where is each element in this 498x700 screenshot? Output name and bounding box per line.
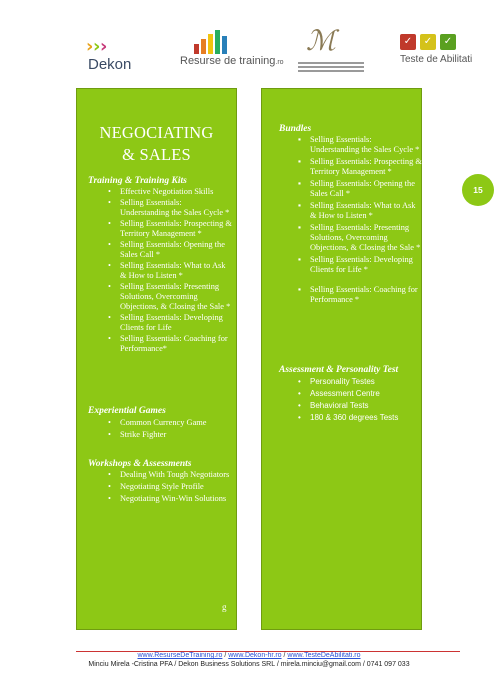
section-heading-assessment: Assessment & Personality Test — [279, 365, 399, 375]
list-item: ▪ Selling Essentials: What to Ask & How to Listen * — [310, 201, 422, 221]
list-item: • Strike Fighter — [120, 430, 232, 440]
check-icon: ✓ — [420, 34, 436, 50]
list-item: ▪ Selling Essentials: Understanding the Sales Cycle * — [310, 135, 422, 155]
list-item: • Selling Essentials: Presenting Solutions, Overcoming Objections, & Closing the Sale * — [120, 282, 232, 312]
page-title: NEGOCIATING & SALES — [99, 123, 214, 164]
footer-link-teste[interactable]: www.TesteDeAbilitati.ro — [287, 652, 361, 659]
workshops-list — [120, 470, 232, 504]
left-panel — [76, 88, 237, 630]
chevron-right-icon: › — [86, 36, 94, 57]
footer-link-dekon[interactable]: www.Dekon-hr.ro — [228, 652, 282, 659]
footnote-mark: g — [222, 602, 227, 612]
list-item: • Selling Essentials: Coaching for Performance* — [120, 334, 232, 354]
training-list — [120, 187, 232, 354]
list-item: • Dealing With Tough Negotiators — [120, 470, 232, 480]
bundles-list — [310, 135, 422, 305]
resurse-logo — [180, 28, 284, 72]
list-item: • Selling Essentials: Developing Clients for Life — [120, 313, 232, 333]
bar-chart-icon — [194, 28, 234, 54]
check-icon: ✓ — [400, 34, 416, 50]
list-item: • Selling Essentials: Prospecting & Territory Management * — [120, 219, 232, 239]
dekon-logo-text: Dekon — [88, 56, 132, 73]
section-heading-games: Experiential Games — [88, 406, 166, 416]
mm-monogram-logo — [292, 24, 368, 74]
list-item: • Negotiating Win-Win Solutions — [120, 494, 232, 504]
list-item: • Personality Testes — [310, 376, 425, 388]
chevron-right-icon: › — [100, 36, 108, 57]
list-item: • Selling Essentials: Opening the Sales Call * — [120, 240, 232, 260]
list-item: • Behavioral Tests — [310, 400, 425, 412]
chevron-right-icon: › — [93, 36, 101, 57]
games-list — [120, 418, 232, 440]
list-item: ▪ Selling Essentials: Presenting Solutions, Overcoming Objections, & Closing the Sale * — [310, 223, 422, 253]
assessment-list — [310, 376, 425, 424]
list-item: • Assessment Centre — [310, 388, 425, 400]
list-item: ▪ Selling Essentials: Coaching for Performance * — [310, 285, 422, 305]
list-item: • Effective Negotiation Skills — [120, 187, 232, 197]
header-logos — [0, 24, 498, 74]
teste-logo — [398, 34, 473, 74]
footer-links: www.ResurseDeTraining.ro / www.Dekon-hr.ro / www.TesteDeAbilitati.ro — [137, 652, 361, 659]
list-item: • Negotiating Style Profile — [120, 482, 232, 492]
list-item: • Common Currency Game — [120, 418, 232, 428]
footer-link-resurse[interactable]: www.ResurseDeTraining.ro — [137, 652, 223, 659]
list-item: • Selling Essentials: What to Ask & How to Listen * — [120, 261, 232, 281]
dekon-logo — [86, 34, 136, 74]
section-heading-bundles: Bundles — [279, 124, 312, 134]
check-icon: ✓ — [440, 34, 456, 50]
page-number-badge: 15 — [462, 174, 494, 206]
teste-logo-text: Teste de Abilitati — [400, 54, 473, 65]
list-item: ▪ Selling Essentials: Developing Clients for Life * — [310, 255, 422, 275]
section-heading-workshops: Workshops & Assessments — [88, 459, 192, 469]
list-item: ▪ Selling Essentials: Opening the Sales Call * — [310, 179, 422, 199]
section-heading-training: Training & Training Kits — [88, 176, 187, 186]
resurse-logo-text: Resurse de training.ro — [180, 55, 284, 67]
list-item: • Selling Essentials: Understanding the Sales Cycle * — [120, 198, 232, 218]
list-item: • 180 & 360 degrees Tests — [310, 412, 425, 424]
monogram-icon: ℳ — [306, 24, 336, 57]
footer-address: Minciu Mirela -Cristina PFA / Dekon Business Solutions SRL / mirela.minciu@gmail.com / 0741 097 033 — [88, 661, 410, 668]
list-item: ▪ Selling Essentials: Prospecting & Territory Management * — [310, 157, 422, 177]
